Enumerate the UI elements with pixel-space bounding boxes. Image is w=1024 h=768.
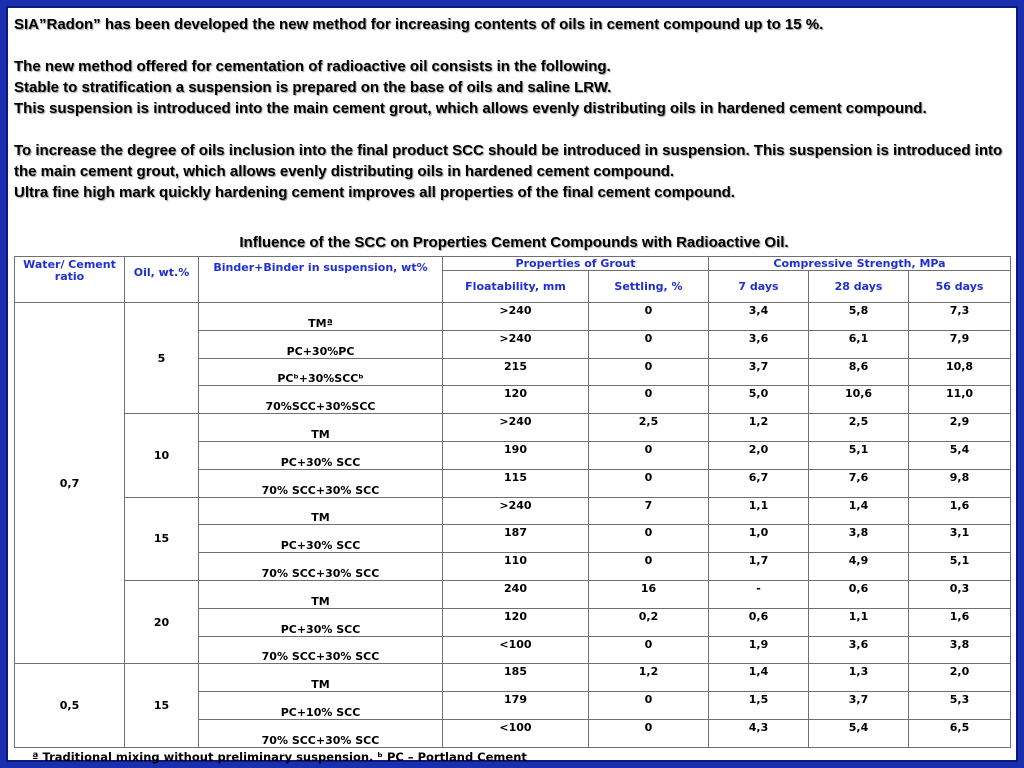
strength-28-days-cell: 1,1 — [809, 608, 909, 636]
header-water-cement: Water/ Cement ratio — [15, 257, 125, 303]
table-footnote: ª Traditional mixing without preliminary suspension. ᵇ PC – Portland Cement — [32, 750, 527, 764]
floatability-cell: >240 — [443, 414, 589, 442]
strength-28-days-cell: 5,8 — [809, 303, 909, 331]
strength-56-days-cell: 10,8 — [909, 358, 1011, 386]
strength-56-days-cell: 6,5 — [909, 719, 1011, 747]
floatability-cell: >240 — [443, 497, 589, 525]
floatability-cell: 215 — [443, 358, 589, 386]
strength-56-days-cell: 2,9 — [909, 414, 1011, 442]
strength-28-days-cell: 10,6 — [809, 386, 909, 414]
strength-56-days-cell: 5,3 — [909, 692, 1011, 720]
settling-cell: 16 — [589, 580, 709, 608]
strength-7-days-cell: - — [709, 580, 809, 608]
strength-56-days-cell: 5,1 — [909, 553, 1011, 581]
oil-cell: 20 — [125, 580, 199, 663]
strength-56-days-cell: 1,6 — [909, 608, 1011, 636]
settling-cell: 0 — [589, 719, 709, 747]
binder-cell: PC+30% SCC — [199, 441, 443, 469]
strength-28-days-cell: 8,6 — [809, 358, 909, 386]
strength-56-days-cell: 7,3 — [909, 303, 1011, 331]
settling-cell: 0 — [589, 553, 709, 581]
settling-cell: 0 — [589, 330, 709, 358]
floatability-cell: 120 — [443, 608, 589, 636]
strength-56-days-cell: 11,0 — [909, 386, 1011, 414]
strength-56-days-cell: 3,1 — [909, 525, 1011, 553]
binder-cell: PCᵇ+30%SCCᵇ — [199, 358, 443, 386]
strength-7-days-cell: 1,9 — [709, 636, 809, 664]
header-compressive-strength: Compressive Strength, MPa — [709, 257, 1011, 271]
binder-cell: 70% SCC+30% SCC — [199, 719, 443, 747]
strength-56-days-cell: 3,8 — [909, 636, 1011, 664]
strength-7-days-cell: 1,2 — [709, 414, 809, 442]
oil-cell: 10 — [125, 414, 199, 497]
settling-cell: 7 — [589, 497, 709, 525]
strength-7-days-cell: 0,6 — [709, 608, 809, 636]
header-oil: Oil, wt.% — [125, 257, 199, 303]
settling-cell: 0 — [589, 441, 709, 469]
strength-56-days-cell: 7,9 — [909, 330, 1011, 358]
water-cement-cell: 0,5 — [15, 664, 125, 747]
floatability-cell: >240 — [443, 330, 589, 358]
header-56-days: 56 days — [909, 271, 1011, 303]
strength-56-days-cell: 1,6 — [909, 497, 1011, 525]
strength-28-days-cell: 0,6 — [809, 580, 909, 608]
settling-cell: 0 — [589, 692, 709, 720]
settling-cell: 1,2 — [589, 664, 709, 692]
strength-28-days-cell: 3,8 — [809, 525, 909, 553]
strength-7-days-cell: 5,0 — [709, 386, 809, 414]
header-floatability: Floatability, mm — [443, 271, 589, 303]
floatability-cell: 115 — [443, 469, 589, 497]
settling-cell: 0 — [589, 303, 709, 331]
binder-cell: PC+30% SCC — [199, 525, 443, 553]
table-row — [15, 664, 1011, 692]
oil-cell: 15 — [125, 497, 199, 580]
strength-28-days-cell: 3,7 — [809, 692, 909, 720]
floatability-cell: 240 — [443, 580, 589, 608]
floatability-cell: 120 — [443, 386, 589, 414]
intro-paragraph: To increase the degree of oils inclusion into the final product SCC should be introduced in suspension. This suspension is introduced into the main cement grout, which allows evenly distributing oils in hardened cement compound. — [14, 142, 1003, 180]
floatability-cell: <100 — [443, 636, 589, 664]
strength-7-days-cell: 1,4 — [709, 664, 809, 692]
binder-cell: TM — [199, 414, 443, 442]
strength-56-days-cell: 2,0 — [909, 664, 1011, 692]
settling-cell: 0,2 — [589, 608, 709, 636]
strength-7-days-cell: 1,5 — [709, 692, 809, 720]
binder-cell: 70% SCC+30% SCC — [199, 636, 443, 664]
strength-28-days-cell: 5,4 — [809, 719, 909, 747]
strength-56-days-cell: 5,4 — [909, 441, 1011, 469]
binder-cell: TM — [199, 497, 443, 525]
strength-7-days-cell: 3,6 — [709, 330, 809, 358]
binder-cell: PC+10% SCC — [199, 692, 443, 720]
floatability-cell: 110 — [443, 553, 589, 581]
strength-28-days-cell: 1,3 — [809, 664, 909, 692]
strength-28-days-cell: 5,1 — [809, 441, 909, 469]
strength-7-days-cell: 6,7 — [709, 469, 809, 497]
table-row — [15, 497, 1011, 525]
binder-cell: PC+30%PC — [199, 330, 443, 358]
strength-28-days-cell: 6,1 — [809, 330, 909, 358]
intro-paragraph: Stable to stratification a suspension is prepared on the base of oils and saline LRW. — [14, 79, 612, 96]
oil-cell: 15 — [125, 664, 199, 747]
floatability-cell: 179 — [443, 692, 589, 720]
intro-paragraph: This suspension is introduced into the main cement grout, which allows evenly distributing oils in hardened cement compound. — [14, 100, 927, 117]
strength-28-days-cell: 3,6 — [809, 636, 909, 664]
binder-cell: 70%SCC+30%SCC — [199, 386, 443, 414]
floatability-cell: 185 — [443, 664, 589, 692]
table-row — [15, 580, 1011, 608]
header-settling: Settling, % — [589, 271, 709, 303]
properties-table — [14, 256, 1011, 748]
intro-text — [14, 14, 1014, 203]
strength-28-days-cell: 1,4 — [809, 497, 909, 525]
strength-56-days-cell: 0,3 — [909, 580, 1011, 608]
table-caption: Influence of the SCC on Properties Cement Compounds with Radioactive Oil. — [239, 234, 789, 251]
floatability-cell: >240 — [443, 303, 589, 331]
water-cement-cell: 0,7 — [15, 303, 125, 664]
table-body — [15, 303, 1011, 748]
settling-cell: 0 — [589, 469, 709, 497]
oil-cell: 5 — [125, 303, 199, 414]
settling-cell: 0 — [589, 358, 709, 386]
settling-cell: 2,5 — [589, 414, 709, 442]
floatability-cell: 187 — [443, 525, 589, 553]
strength-7-days-cell: 1,0 — [709, 525, 809, 553]
intro-paragraph: SIA”Radon” has been developed the new method for increasing contents of oils in cement compound up to 15 %. — [14, 16, 824, 33]
slide — [6, 6, 1018, 762]
binder-cell: TM — [199, 580, 443, 608]
strength-7-days-cell: 4,3 — [709, 719, 809, 747]
strength-7-days-cell: 2,0 — [709, 441, 809, 469]
binder-cell: 70% SCC+30% SCC — [199, 469, 443, 497]
header-grout-properties: Properties of Grout — [443, 257, 709, 271]
table-row — [15, 303, 1011, 331]
settling-cell: 0 — [589, 386, 709, 414]
strength-28-days-cell: 4,9 — [809, 553, 909, 581]
strength-56-days-cell: 9,8 — [909, 469, 1011, 497]
settling-cell: 0 — [589, 636, 709, 664]
settling-cell: 0 — [589, 525, 709, 553]
binder-cell: TMª — [199, 303, 443, 331]
strength-7-days-cell: 1,7 — [709, 553, 809, 581]
floatability-cell: 190 — [443, 441, 589, 469]
strength-28-days-cell: 2,5 — [809, 414, 909, 442]
binder-cell: 70% SCC+30% SCC — [199, 553, 443, 581]
strength-7-days-cell: 3,4 — [709, 303, 809, 331]
intro-paragraph: Ultra fine high mark quickly hardening cement improves all properties of the final cement compound. — [14, 184, 735, 201]
table-row — [15, 414, 1011, 442]
header-7-days: 7 days — [709, 271, 809, 303]
header-28-days: 28 days — [809, 271, 909, 303]
intro-paragraph: The new method offered for cementation of radioactive oil consists in the following. — [14, 58, 611, 75]
binder-cell: TM — [199, 664, 443, 692]
strength-7-days-cell: 3,7 — [709, 358, 809, 386]
strength-7-days-cell: 1,1 — [709, 497, 809, 525]
binder-cell: PC+30% SCC — [199, 608, 443, 636]
strength-28-days-cell: 7,6 — [809, 469, 909, 497]
header-binder: Binder+Binder in suspension, wt% — [199, 257, 443, 303]
floatability-cell: <100 — [443, 719, 589, 747]
